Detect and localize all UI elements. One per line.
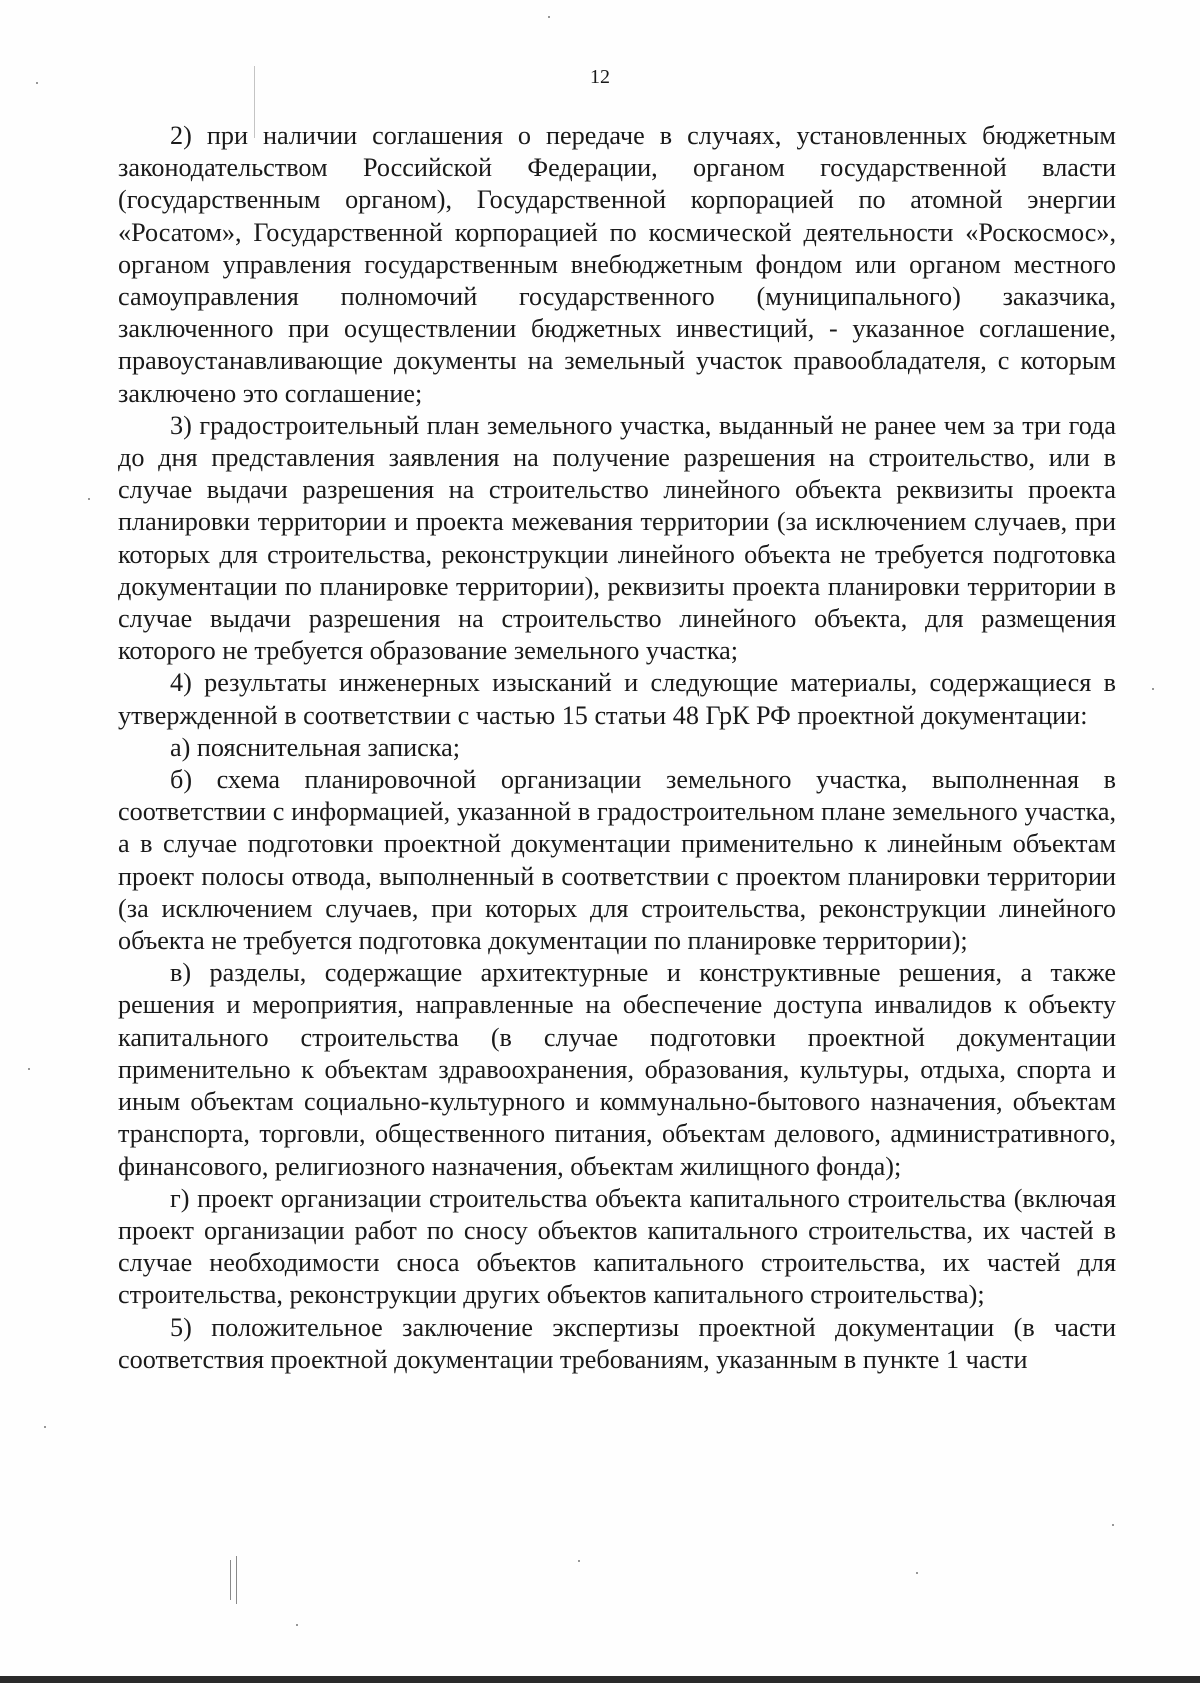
paragraph-subitem-a: а) пояснительная записка; [170,732,461,762]
scan-speck [28,1068,30,1070]
scan-speck [1152,688,1154,690]
paragraph-subitem-v: в) разделы, содержащие архитектурные и конструктивные решения, а также решения и мероприятия, направленные на обеспечение доступа инвалидов к объекту капитального строительства (в случае подготовки проектной документации применительно к объектам здравоохранения, образования, культуры, отдыха, спорта и иным объектам социально-культурного и коммунально-бытового назначения, объектам транспорта, торговли, общественного питания, объектам делового, административного, финансового, религиозного назначения, объектам жилищного фонда); [118,958,1116,1181]
paragraph-item-5: 5) положительное заключение экспертизы проектной документации (в части соответствия проектной документации требованиям, указанным в пункте 1 части [118,1312,1116,1374]
document-body [118,120,1116,1376]
scan-speck [916,1572,918,1574]
paragraph-subitem-b: б) схема планировочной организации земельного участка, выполненная в соответствии с информацией, указанной в градостроительном плане земельного участка, а в случае подготовки проектной документации применительно к линейным объектам проект полосы отвода, выполненный в соответствии с проектом планировки территории (за исключением случаев, при которых для строительства, реконструкции линейного объекта не требуется подготовка документации по планировке территории); [118,765,1116,956]
scan-speck [1112,1524,1114,1526]
scan-mark-bottom-left [230,1560,231,1600]
paragraph-subitem-g: г) проект организации строительства объекта капитального строительства (включая проект организации работ по сносу объектов капитального строительства, их частей в случае необходимости сноса объектов капитального строительства, их частей для строительства, реконструкции других объектов капитального строительства); [118,1183,1116,1310]
scan-speck [578,1560,580,1562]
scan-speck [296,1624,298,1626]
scan-speck [548,16,550,18]
scan-speck [88,498,90,500]
scan-bottom-edge [0,1676,1200,1683]
scan-speck [44,1426,46,1428]
scan-mark-bottom-right [236,1556,237,1604]
paragraph-item-3: 3) градостроительный план земельного участка, выданный не ранее чем за три года до дня представления заявления на получение разрешения на строительство, или в случае выдачи разрешения на строительство линейного объекта реквизиты проекта планировки территории и проекта межевания территории (за исключением случаев, при которых для строительства, реконструкции линейного объекта не требуется подготовка документации по планировке территории), реквизиты проекта планировки территории в случае выдачи разрешения на строительство линейного объекта, для размещения которого не требуется образование земельного участка; [118,410,1116,666]
paragraph-item-2: 2) при наличии соглашения о передаче в случаях, установленных бюджетным законодательством Российской Федерации, органом государственной власти (государственным органом), Государственной корпорацией по атомной энергии «Росатом», Государственной корпорацией по космической деятельности «Роскосмос», органом управления государственным внебюджетным фондом или органом местного самоуправления полномочий государственного (муниципального) заказчика, заключенного при осуществлении бюджетных инвестиций, - указанное соглашение, правоустанавливающие документы на земельный участок правообладателя, с которым заключено это соглашение; [118,121,1116,408]
paragraph-item-4: 4) результаты инженерных изысканий и следующие материалы, содержащиеся в утвержденной в соответствии с частью 15 статьи 48 ГрК РФ проектной документации: [118,668,1116,730]
page-number: 12 [590,66,610,88]
